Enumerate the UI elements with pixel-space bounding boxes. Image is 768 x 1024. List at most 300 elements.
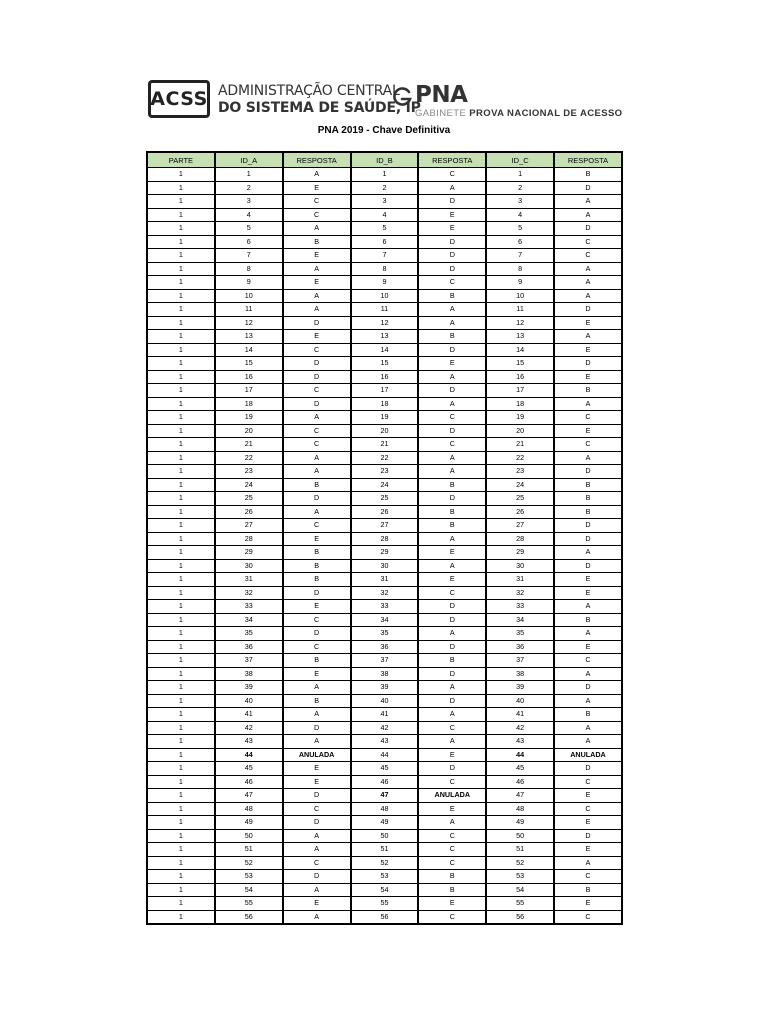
resposta-c-cell: ANULADA (554, 749, 622, 763)
parte-cell: 1 (147, 452, 215, 466)
resposta-c-cell: A (554, 735, 622, 749)
id-c-cell: 26 (486, 506, 554, 520)
resposta-a-cell: C (283, 209, 351, 223)
resposta-c-cell: D (554, 519, 622, 533)
id-a-cell: 50 (215, 830, 283, 844)
resposta-c-cell: A (554, 195, 622, 209)
id-c-cell: 18 (486, 398, 554, 412)
resposta-b-cell: D (418, 668, 486, 682)
id-a-cell: 24 (215, 479, 283, 493)
resposta-b-cell: A (418, 533, 486, 547)
parte-cell: 1 (147, 681, 215, 695)
id-b-cell: 22 (351, 452, 419, 466)
parte-cell: 1 (147, 789, 215, 803)
resposta-a-cell: A (283, 911, 351, 925)
resposta-c-cell: A (554, 668, 622, 682)
id-b-cell: 36 (351, 641, 419, 655)
resposta-c-cell: D (554, 182, 622, 196)
column-header-resposta-a: RESPOSTA (283, 152, 351, 168)
id-a-cell: 51 (215, 843, 283, 857)
parte-cell: 1 (147, 614, 215, 628)
id-a-cell: 8 (215, 263, 283, 277)
id-b-cell: 10 (351, 290, 419, 304)
table-row (147, 897, 622, 911)
id-b-cell: 18 (351, 398, 419, 412)
table-row (147, 438, 622, 452)
id-a-cell: 23 (215, 465, 283, 479)
document-title: PNA 2019 - Chave Definitiva (317, 125, 451, 136)
table-row (147, 587, 622, 601)
resposta-a-cell: C (283, 195, 351, 209)
resposta-b-cell: E (418, 546, 486, 560)
resposta-b-cell: C (418, 843, 486, 857)
id-c-cell: 50 (486, 830, 554, 844)
id-b-cell: 27 (351, 519, 419, 533)
resposta-a-cell: C (283, 519, 351, 533)
table-row (147, 546, 622, 560)
table-row (147, 506, 622, 520)
id-b-cell: 50 (351, 830, 419, 844)
resposta-b-cell: A (418, 627, 486, 641)
resposta-b-cell: D (418, 762, 486, 776)
resposta-a-cell: C (283, 614, 351, 628)
id-c-cell: 48 (486, 803, 554, 817)
resposta-c-cell: E (554, 425, 622, 439)
resposta-a-cell: C (283, 641, 351, 655)
resposta-b-cell: A (418, 371, 486, 385)
id-a-cell: 45 (215, 762, 283, 776)
id-a-cell: 53 (215, 870, 283, 884)
id-b-cell: 17 (351, 384, 419, 398)
id-b-cell: 38 (351, 668, 419, 682)
resposta-b-cell: C (418, 776, 486, 790)
id-b-cell: 35 (351, 627, 419, 641)
id-b-cell: 8 (351, 263, 419, 277)
id-c-cell: 21 (486, 438, 554, 452)
parte-cell: 1 (147, 317, 215, 331)
id-a-cell: 26 (215, 506, 283, 520)
resposta-a-cell: A (283, 708, 351, 722)
id-a-cell: 35 (215, 627, 283, 641)
id-b-cell: 1 (351, 168, 419, 182)
id-c-cell: 1 (486, 168, 554, 182)
resposta-b-cell: D (418, 425, 486, 439)
pna-subtitle-gabinete: GABINETE (415, 108, 467, 119)
resposta-a-cell: B (283, 695, 351, 709)
id-c-cell: 52 (486, 857, 554, 871)
id-a-cell: 55 (215, 897, 283, 911)
resposta-c-cell: E (554, 587, 622, 601)
id-c-cell: 22 (486, 452, 554, 466)
resposta-a-cell: D (283, 371, 351, 385)
parte-cell: 1 (147, 168, 215, 182)
column-header-resposta-c: RESPOSTA (554, 152, 622, 168)
resposta-b-cell: A (418, 816, 486, 830)
resposta-b-cell: B (418, 884, 486, 898)
id-b-cell: 12 (351, 317, 419, 331)
resposta-a-cell: A (283, 506, 351, 520)
id-b-cell: 21 (351, 438, 419, 452)
id-a-cell: 49 (215, 816, 283, 830)
table-row (147, 884, 622, 898)
id-c-cell: 39 (486, 681, 554, 695)
resposta-c-cell: D (554, 465, 622, 479)
parte-cell: 1 (147, 816, 215, 830)
id-c-cell: 10 (486, 290, 554, 304)
table-row (147, 533, 622, 547)
resposta-c-cell: A (554, 546, 622, 560)
table-row (147, 776, 622, 790)
resposta-a-cell: C (283, 857, 351, 871)
id-b-cell: 3 (351, 195, 419, 209)
id-b-cell: 13 (351, 330, 419, 344)
id-b-cell: 11 (351, 303, 419, 317)
id-a-cell: 15 (215, 357, 283, 371)
acss-logo: ACSS (148, 80, 210, 118)
resposta-c-cell: D (554, 303, 622, 317)
id-a-cell: 19 (215, 411, 283, 425)
id-a-cell: 47 (215, 789, 283, 803)
resposta-a-cell: E (283, 249, 351, 263)
resposta-a-cell: A (283, 452, 351, 466)
table-row (147, 398, 622, 412)
resposta-b-cell: D (418, 641, 486, 655)
table-row (147, 803, 622, 817)
resposta-c-cell: B (554, 479, 622, 493)
resposta-c-cell: A (554, 722, 622, 736)
id-c-cell: 47 (486, 789, 554, 803)
resposta-c-cell: B (554, 492, 622, 506)
id-c-cell: 5 (486, 222, 554, 236)
table-row (147, 762, 622, 776)
id-a-cell: 6 (215, 236, 283, 250)
parte-cell: 1 (147, 236, 215, 250)
resposta-b-cell: C (418, 722, 486, 736)
table-body (147, 168, 622, 924)
table-row (147, 222, 622, 236)
id-a-cell: 9 (215, 276, 283, 290)
parte-cell: 1 (147, 276, 215, 290)
id-b-cell: 48 (351, 803, 419, 817)
id-a-cell: 12 (215, 317, 283, 331)
resposta-b-cell: B (418, 479, 486, 493)
resposta-c-cell: D (554, 681, 622, 695)
resposta-a-cell: E (283, 776, 351, 790)
id-a-cell: 48 (215, 803, 283, 817)
resposta-b-cell: B (418, 506, 486, 520)
parte-cell: 1 (147, 438, 215, 452)
id-c-cell: 37 (486, 654, 554, 668)
resposta-c-cell: C (554, 249, 622, 263)
id-c-cell: 28 (486, 533, 554, 547)
id-a-cell: 34 (215, 614, 283, 628)
table-row (147, 857, 622, 871)
id-b-cell: 53 (351, 870, 419, 884)
resposta-a-cell: E (283, 600, 351, 614)
id-a-cell: 28 (215, 533, 283, 547)
resposta-c-cell: E (554, 641, 622, 655)
id-c-cell: 40 (486, 695, 554, 709)
resposta-c-cell: B (554, 506, 622, 520)
id-c-cell: 17 (486, 384, 554, 398)
id-b-cell: 7 (351, 249, 419, 263)
resposta-c-cell: E (554, 843, 622, 857)
resposta-b-cell: A (418, 452, 486, 466)
parte-cell: 1 (147, 411, 215, 425)
resposta-c-cell: B (554, 384, 622, 398)
id-b-cell: 26 (351, 506, 419, 520)
table-row (147, 560, 622, 574)
resposta-b-cell: E (418, 803, 486, 817)
resposta-b-cell: D (418, 492, 486, 506)
resposta-a-cell: C (283, 425, 351, 439)
table-row (147, 789, 622, 803)
id-a-cell: 56 (215, 911, 283, 925)
resposta-b-cell: B (418, 330, 486, 344)
parte-cell: 1 (147, 600, 215, 614)
pna-subtitle-prova: PROVA NACIONAL DE ACESSO (469, 108, 623, 119)
table-row (147, 249, 622, 263)
id-c-cell: 36 (486, 641, 554, 655)
id-b-cell: 40 (351, 695, 419, 709)
pna-subtitle (415, 108, 622, 119)
id-a-cell: 10 (215, 290, 283, 304)
parte-cell: 1 (147, 290, 215, 304)
table-row (147, 303, 622, 317)
resposta-b-cell: D (418, 236, 486, 250)
table-row (147, 209, 622, 223)
id-b-cell: 14 (351, 344, 419, 358)
id-c-cell: 38 (486, 668, 554, 682)
id-a-cell: 39 (215, 681, 283, 695)
resposta-c-cell: B (554, 884, 622, 898)
id-c-cell: 2 (486, 182, 554, 196)
parte-cell: 1 (147, 654, 215, 668)
resposta-b-cell: A (418, 560, 486, 574)
resposta-b-cell: A (418, 398, 486, 412)
resposta-b-cell: A (418, 182, 486, 196)
id-b-cell: 54 (351, 884, 419, 898)
table-row (147, 276, 622, 290)
id-b-cell: 45 (351, 762, 419, 776)
id-b-cell: 29 (351, 546, 419, 560)
parte-cell: 1 (147, 357, 215, 371)
id-c-cell: 24 (486, 479, 554, 493)
resposta-a-cell: B (283, 573, 351, 587)
resposta-a-cell: B (283, 479, 351, 493)
id-a-cell: 1 (215, 168, 283, 182)
table-row (147, 317, 622, 331)
id-c-cell: 8 (486, 263, 554, 277)
pna-wordmark: PNA (415, 82, 468, 108)
table-row (147, 614, 622, 628)
column-header-id-c: ID_C (486, 152, 554, 168)
resposta-b-cell: B (418, 654, 486, 668)
resposta-a-cell: E (283, 533, 351, 547)
parte-cell: 1 (147, 425, 215, 439)
table-row (147, 425, 622, 439)
resposta-a-cell: D (283, 398, 351, 412)
resposta-a-cell: A (283, 884, 351, 898)
resposta-c-cell: D (554, 762, 622, 776)
id-c-cell: 33 (486, 600, 554, 614)
id-a-cell: 29 (215, 546, 283, 560)
resposta-a-cell: D (283, 870, 351, 884)
table-row (147, 344, 622, 358)
resposta-a-cell: A (283, 843, 351, 857)
id-c-cell: 7 (486, 249, 554, 263)
table-row (147, 182, 622, 196)
id-a-cell: 7 (215, 249, 283, 263)
id-b-cell: 43 (351, 735, 419, 749)
id-b-cell: 25 (351, 492, 419, 506)
resposta-b-cell: C (418, 438, 486, 452)
resposta-b-cell: D (418, 600, 486, 614)
resposta-b-cell: D (418, 344, 486, 358)
resposta-c-cell: E (554, 317, 622, 331)
id-a-cell: 13 (215, 330, 283, 344)
id-c-cell: 34 (486, 614, 554, 628)
id-a-cell: 3 (215, 195, 283, 209)
resposta-b-cell: D (418, 263, 486, 277)
parte-cell: 1 (147, 897, 215, 911)
id-b-cell: 56 (351, 911, 419, 925)
column-header-resposta-b: RESPOSTA (418, 152, 486, 168)
parte-cell: 1 (147, 843, 215, 857)
resposta-a-cell: D (283, 492, 351, 506)
id-c-cell: 42 (486, 722, 554, 736)
resposta-c-cell: A (554, 290, 622, 304)
table-row (147, 668, 622, 682)
resposta-c-cell: A (554, 627, 622, 641)
resposta-b-cell: C (418, 276, 486, 290)
resposta-a-cell: D (283, 816, 351, 830)
id-a-cell: 16 (215, 371, 283, 385)
resposta-c-cell: D (554, 533, 622, 547)
id-a-cell: 5 (215, 222, 283, 236)
id-b-cell: 41 (351, 708, 419, 722)
table-row (147, 330, 622, 344)
resposta-b-cell: A (418, 465, 486, 479)
resposta-c-cell: C (554, 654, 622, 668)
resposta-a-cell: B (283, 546, 351, 560)
id-a-cell: 30 (215, 560, 283, 574)
table-row (147, 641, 622, 655)
parte-cell: 1 (147, 668, 215, 682)
id-b-cell: 6 (351, 236, 419, 250)
resposta-b-cell: E (418, 357, 486, 371)
id-a-cell: 25 (215, 492, 283, 506)
resposta-c-cell: D (554, 830, 622, 844)
parte-cell: 1 (147, 479, 215, 493)
parte-cell: 1 (147, 209, 215, 223)
parte-cell: 1 (147, 762, 215, 776)
parte-cell: 1 (147, 776, 215, 790)
id-b-cell: 32 (351, 587, 419, 601)
parte-cell: 1 (147, 749, 215, 763)
resposta-b-cell: ANULADA (418, 789, 486, 803)
parte-cell: 1 (147, 857, 215, 871)
resposta-b-cell: A (418, 303, 486, 317)
id-c-cell: 14 (486, 344, 554, 358)
table-row (147, 735, 622, 749)
id-b-cell: 55 (351, 897, 419, 911)
parte-cell: 1 (147, 182, 215, 196)
resposta-b-cell: A (418, 708, 486, 722)
id-c-cell: 43 (486, 735, 554, 749)
id-c-cell: 25 (486, 492, 554, 506)
table-row (147, 492, 622, 506)
id-c-cell: 23 (486, 465, 554, 479)
id-c-cell: 46 (486, 776, 554, 790)
id-b-cell: 49 (351, 816, 419, 830)
resposta-a-cell: D (283, 587, 351, 601)
answer-key-table (146, 151, 623, 925)
resposta-b-cell: C (418, 411, 486, 425)
resposta-a-cell: A (283, 290, 351, 304)
resposta-a-cell: B (283, 560, 351, 574)
id-c-cell: 11 (486, 303, 554, 317)
id-c-cell: 29 (486, 546, 554, 560)
id-b-cell: 19 (351, 411, 419, 425)
column-header-id-a: ID_A (215, 152, 283, 168)
acss-name-line1: ADMINISTRAÇÃO CENTRAL (218, 83, 400, 99)
table-row (147, 479, 622, 493)
table-row (147, 573, 622, 587)
resposta-c-cell: B (554, 168, 622, 182)
id-c-cell: 56 (486, 911, 554, 925)
resposta-c-cell: C (554, 870, 622, 884)
pna-mark-icon (391, 86, 413, 108)
parte-cell: 1 (147, 870, 215, 884)
table-row (147, 411, 622, 425)
parte-cell: 1 (147, 708, 215, 722)
id-a-cell: 32 (215, 587, 283, 601)
resposta-c-cell: A (554, 600, 622, 614)
resposta-b-cell: A (418, 681, 486, 695)
id-a-cell: 14 (215, 344, 283, 358)
resposta-a-cell: A (283, 681, 351, 695)
resposta-c-cell: E (554, 371, 622, 385)
parte-cell: 1 (147, 884, 215, 898)
parte-cell: 1 (147, 465, 215, 479)
id-a-cell: 44 (215, 749, 283, 763)
id-c-cell: 31 (486, 573, 554, 587)
id-c-cell: 35 (486, 627, 554, 641)
id-a-cell: 4 (215, 209, 283, 223)
parte-cell: 1 (147, 344, 215, 358)
resposta-b-cell: D (418, 195, 486, 209)
resposta-b-cell: D (418, 614, 486, 628)
parte-cell: 1 (147, 546, 215, 560)
table-row (147, 627, 622, 641)
resposta-b-cell: C (418, 587, 486, 601)
id-c-cell: 54 (486, 884, 554, 898)
table-row (147, 357, 622, 371)
id-a-cell: 37 (215, 654, 283, 668)
table-row (147, 236, 622, 250)
resposta-c-cell: E (554, 816, 622, 830)
id-b-cell: 44 (351, 749, 419, 763)
id-b-cell: 16 (351, 371, 419, 385)
id-c-cell: 32 (486, 587, 554, 601)
id-a-cell: 52 (215, 857, 283, 871)
table-row (147, 870, 622, 884)
id-c-cell: 15 (486, 357, 554, 371)
table-header-row (147, 152, 622, 168)
resposta-b-cell: D (418, 695, 486, 709)
resposta-a-cell: C (283, 384, 351, 398)
